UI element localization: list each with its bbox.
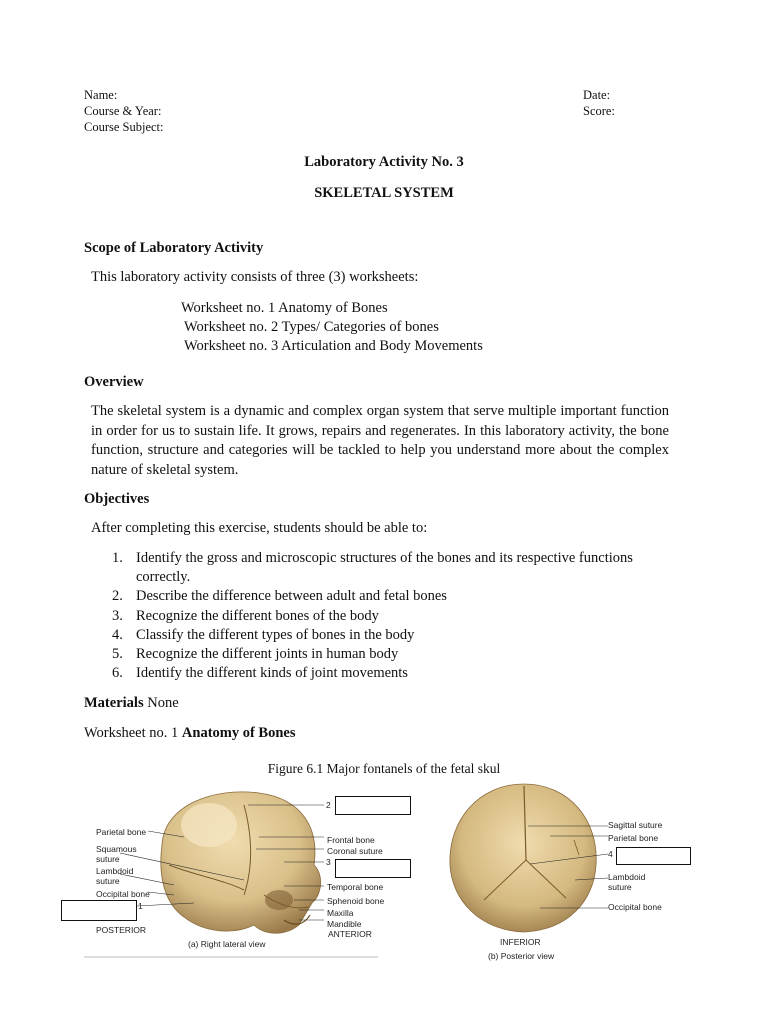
header-fields-left bbox=[84, 87, 164, 135]
label-sagittal-suture: Sagittal suture bbox=[608, 820, 663, 830]
scope-intro: This laboratory activity consists of three (3) worksheets: bbox=[91, 269, 419, 285]
name-label: Name: bbox=[84, 88, 118, 102]
worksheet1-prefix: Worksheet no. 1 bbox=[84, 725, 179, 741]
label-squamous-suture: suture bbox=[96, 854, 120, 864]
label-maxilla: Maxilla bbox=[327, 908, 354, 918]
list-item: 6. Identify the different kinds of joint movements bbox=[112, 665, 408, 682]
callout-number-4: 4 bbox=[608, 849, 613, 859]
anterior-direction-label: ANTERIOR bbox=[328, 929, 372, 939]
header-fields-right bbox=[583, 87, 615, 119]
objectives-intro: After completing this exercise, students should be able to: bbox=[91, 520, 428, 536]
objectives-list bbox=[112, 549, 672, 683]
overview-heading: Overview bbox=[84, 374, 144, 390]
score-label: Score: bbox=[583, 104, 615, 118]
anterior-fontanel-shape bbox=[181, 803, 237, 847]
label-lambdoid-suture-posterior: suture bbox=[608, 882, 632, 892]
label-occipital-bone-posterior: Occipital bone bbox=[608, 902, 662, 912]
worksheet1-line bbox=[84, 724, 296, 744]
answer-box-3[interactable] bbox=[335, 859, 411, 878]
list-item: 4. Classify the different types of bones in the body bbox=[112, 626, 415, 643]
worksheet-list-item: Worksheet no. 1 Anatomy of Bones bbox=[181, 300, 388, 316]
figure-caption: Figure 6.1 Major fontanels of the fetal skul bbox=[267, 761, 501, 776]
list-item: 3. Recognize the different bones of the body bbox=[112, 607, 379, 624]
label-sphenoid-bone: Sphenoid bone bbox=[327, 896, 385, 906]
label-frontal-bone: Frontal bone bbox=[327, 835, 375, 845]
worksheet-list-item: Worksheet no. 3 Articulation and Body Movements bbox=[184, 338, 483, 354]
list-item: 5. Recognize the different joints in human body bbox=[112, 646, 399, 663]
course-year-label: Course & Year: bbox=[84, 104, 162, 118]
worksheet-list-item: Worksheet no. 2 Types/ Categories of bones bbox=[184, 319, 439, 335]
label-mandible: Mandible bbox=[327, 919, 362, 929]
inferior-direction-label: INFERIOR bbox=[500, 937, 541, 947]
materials-line bbox=[84, 694, 179, 714]
label-coronal-suture: Coronal suture bbox=[327, 846, 383, 856]
lateral-view-caption: (a) Right lateral view bbox=[188, 939, 266, 949]
answer-box-4[interactable] bbox=[616, 847, 691, 865]
scope-heading: Scope of Laboratory Activity bbox=[84, 240, 264, 256]
date-label: Date: bbox=[583, 88, 611, 102]
page-title: Laboratory Activity No. 3 bbox=[304, 154, 464, 170]
label-occipital-bone: Occipital bone bbox=[96, 889, 150, 899]
worksheet1-title: Anatomy of Bones bbox=[181, 725, 296, 741]
materials-label: Materials bbox=[84, 695, 144, 711]
callout-number-2: 2 bbox=[326, 800, 331, 810]
label-lambdoid-suture: suture bbox=[96, 876, 120, 886]
materials-value: None bbox=[147, 695, 179, 711]
label-lambdoid-posterior: Lambdoid bbox=[608, 872, 646, 882]
answer-box-2[interactable] bbox=[335, 796, 411, 815]
overview-paragraph: The skeletal system is a dynamic and complex organ system that serve multiple important function in order for us to sustain life. It grows, repairs and regenerates. In this laboratory activity, the bone function, structure and categories will be tackled to help you understand more about the complex nature of skeletal system. bbox=[91, 403, 669, 478]
list-item: 1. Identify the gross and microscopic structures of the bones and its respective functions correctly. bbox=[112, 550, 633, 586]
callout-number-1: 1 bbox=[138, 901, 143, 911]
posterior-view-caption: (b) Posterior view bbox=[488, 951, 555, 961]
label-parietal-bone: Parietal bone bbox=[96, 827, 147, 837]
label-temporal-bone: Temporal bone bbox=[327, 882, 384, 892]
course-subject-label: Course Subject: bbox=[84, 120, 164, 134]
page-subtitle: SKELETAL SYSTEM bbox=[314, 185, 454, 201]
label-squamous: Squamous bbox=[96, 844, 137, 854]
callout-number-3: 3 bbox=[326, 857, 331, 867]
posterior-leader-lines bbox=[500, 820, 610, 915]
lateral-skull-shape bbox=[161, 792, 321, 933]
answer-box-1[interactable] bbox=[61, 900, 137, 921]
label-parietal-bone-posterior: Parietal bone bbox=[608, 833, 659, 843]
objectives-heading: Objectives bbox=[84, 491, 150, 507]
list-item: 2. Describe the difference between adult and fetal bones bbox=[112, 588, 447, 605]
label-lambdoid: Lambdoid bbox=[96, 866, 134, 876]
posterior-direction-label: POSTERIOR bbox=[96, 925, 147, 935]
